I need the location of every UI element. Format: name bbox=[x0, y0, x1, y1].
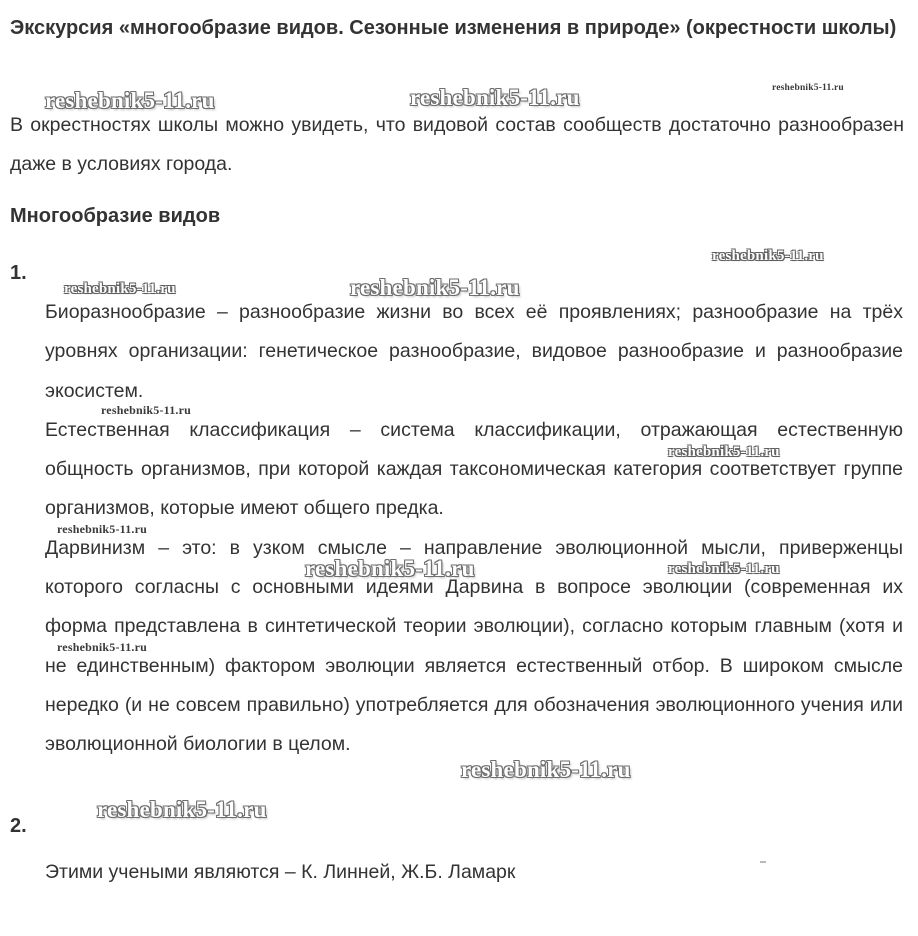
watermark: reshebnik5-11.ru bbox=[305, 556, 475, 581]
watermark: reshebnik5-11.ru bbox=[45, 88, 215, 113]
watermark: reshebnik5-11.ru bbox=[410, 85, 580, 110]
section-heading: Многообразие видов bbox=[10, 205, 221, 227]
stray-mark bbox=[760, 861, 766, 863]
watermark: reshebnik5-11.ru bbox=[57, 522, 147, 536]
watermark: reshebnik5-11.ru bbox=[668, 561, 780, 577]
watermark: reshebnik5-11.ru bbox=[668, 444, 780, 460]
watermark: reshebnik5-11.ru bbox=[64, 281, 176, 297]
item-number-1: 1. bbox=[10, 262, 27, 284]
watermark: reshebnik5-11.ru bbox=[57, 640, 147, 654]
biodiversity-definition: Биоразнообразие – разнообразие жизни во всех её проявлениях; разнообразие на трёх уровнях организации: генетическое разнообразие, видовое разнообразие и разнообразие экосистем. bbox=[45, 301, 903, 402]
watermark: reshebnik5-11.ru bbox=[350, 275, 520, 300]
watermark: reshebnik5-11.ru bbox=[772, 83, 844, 93]
item-1-body bbox=[45, 293, 903, 765]
natural-classification-definition: Естественная классификация – система классификации, отражающая естественную общность организмов, при которой каждая таксономическая категория соответствует группе организмов, которые имеют общего предка. bbox=[45, 418, 903, 520]
watermark: reshebnik5-11.ru bbox=[101, 403, 191, 417]
item-number-2: 2. bbox=[10, 815, 27, 837]
darwinism-definition: Дарвинизм – это: в узком смысле – направление эволюционной мысли, приверженцы которого согласны с основными идеями Дарвина в вопросе эволюции (современная их форма представлена в синтетической теории эволюции), согласно которым главным (хотя и не единственным) фактором эволюции является естественный отбор. В широком смысле нередко (и не совсем правильно) употребляется для обозначения эволюционного учения или эволюционной биологии в целом. bbox=[45, 536, 903, 756]
watermark: reshebnik5-11.ru bbox=[97, 797, 267, 822]
intro-paragraph: В окрестностях школы можно увидеть, что видовой состав сообществ достаточно разнообразен даже в условиях города. bbox=[10, 114, 904, 175]
page-title: Экскурсия «многообразие видов. Сезонные изменения в природе» (окрестности школы) bbox=[10, 17, 897, 39]
watermark: reshebnik5-11.ru bbox=[712, 248, 824, 264]
item-2-answer: Этими учеными являются – К. Линней, Ж.Б. Ламарк bbox=[45, 861, 516, 883]
watermark: reshebnik5-11.ru bbox=[461, 757, 631, 782]
